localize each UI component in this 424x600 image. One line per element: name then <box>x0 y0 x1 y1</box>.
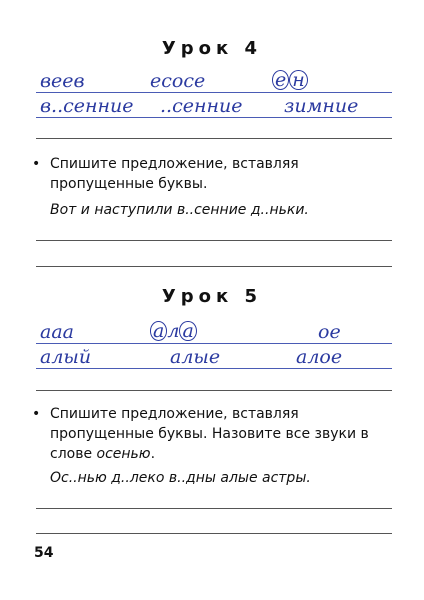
script-word: алый <box>40 346 92 368</box>
task-instruction <box>32 404 394 464</box>
task-text <box>50 404 394 464</box>
task-text-end: . <box>150 446 156 462</box>
blank-line <box>36 266 392 267</box>
script-word: в..сенние <box>40 95 134 117</box>
exercise-sentence: Вот и наступили в..сенние д..ньки. <box>50 202 309 218</box>
script-letters: ое <box>318 321 341 343</box>
blank-line <box>36 508 392 509</box>
script-word: ..сенние <box>160 95 243 117</box>
task-text: Спишите предложение, вставляя пропущенные буквы. <box>50 156 299 192</box>
script-word: алое <box>296 346 343 368</box>
circled-letter: а <box>179 321 196 341</box>
script-word: зимние <box>284 95 359 117</box>
script-letters: есосе <box>150 70 206 92</box>
lesson-4-title: Урок 4 <box>161 38 263 59</box>
blank-line <box>36 240 392 241</box>
task-instruction <box>32 154 394 194</box>
writing-line <box>36 368 392 369</box>
circled-letter: н <box>289 70 308 90</box>
script-letters: ааа <box>40 321 74 343</box>
blank-line <box>36 533 392 534</box>
script-word: алые <box>170 346 221 368</box>
exercise-sentence: Ос..нью д..леко в..дны алые астры. <box>50 470 311 486</box>
writing-line <box>36 92 392 93</box>
task-text-main: Спишите предложение, вставляя пропущенные буквы. Назовите все звуки в слове <box>50 406 369 462</box>
circled-letter: а <box>150 321 167 341</box>
writing-line <box>36 343 392 344</box>
script-letters: веев <box>40 70 85 92</box>
circled-letter: е <box>272 70 289 90</box>
circled-letters <box>150 321 197 341</box>
bullet: • <box>32 406 41 422</box>
writing-line <box>36 117 392 118</box>
task-highlight-word: осенью <box>96 446 151 462</box>
blank-line <box>36 390 392 391</box>
bullet: • <box>32 156 41 172</box>
lesson-5-title: Урок 5 <box>161 286 263 307</box>
page-number: 54 <box>34 545 54 561</box>
blank-line <box>36 138 392 139</box>
circled-letters <box>272 70 308 90</box>
script-letter: л <box>167 320 180 342</box>
